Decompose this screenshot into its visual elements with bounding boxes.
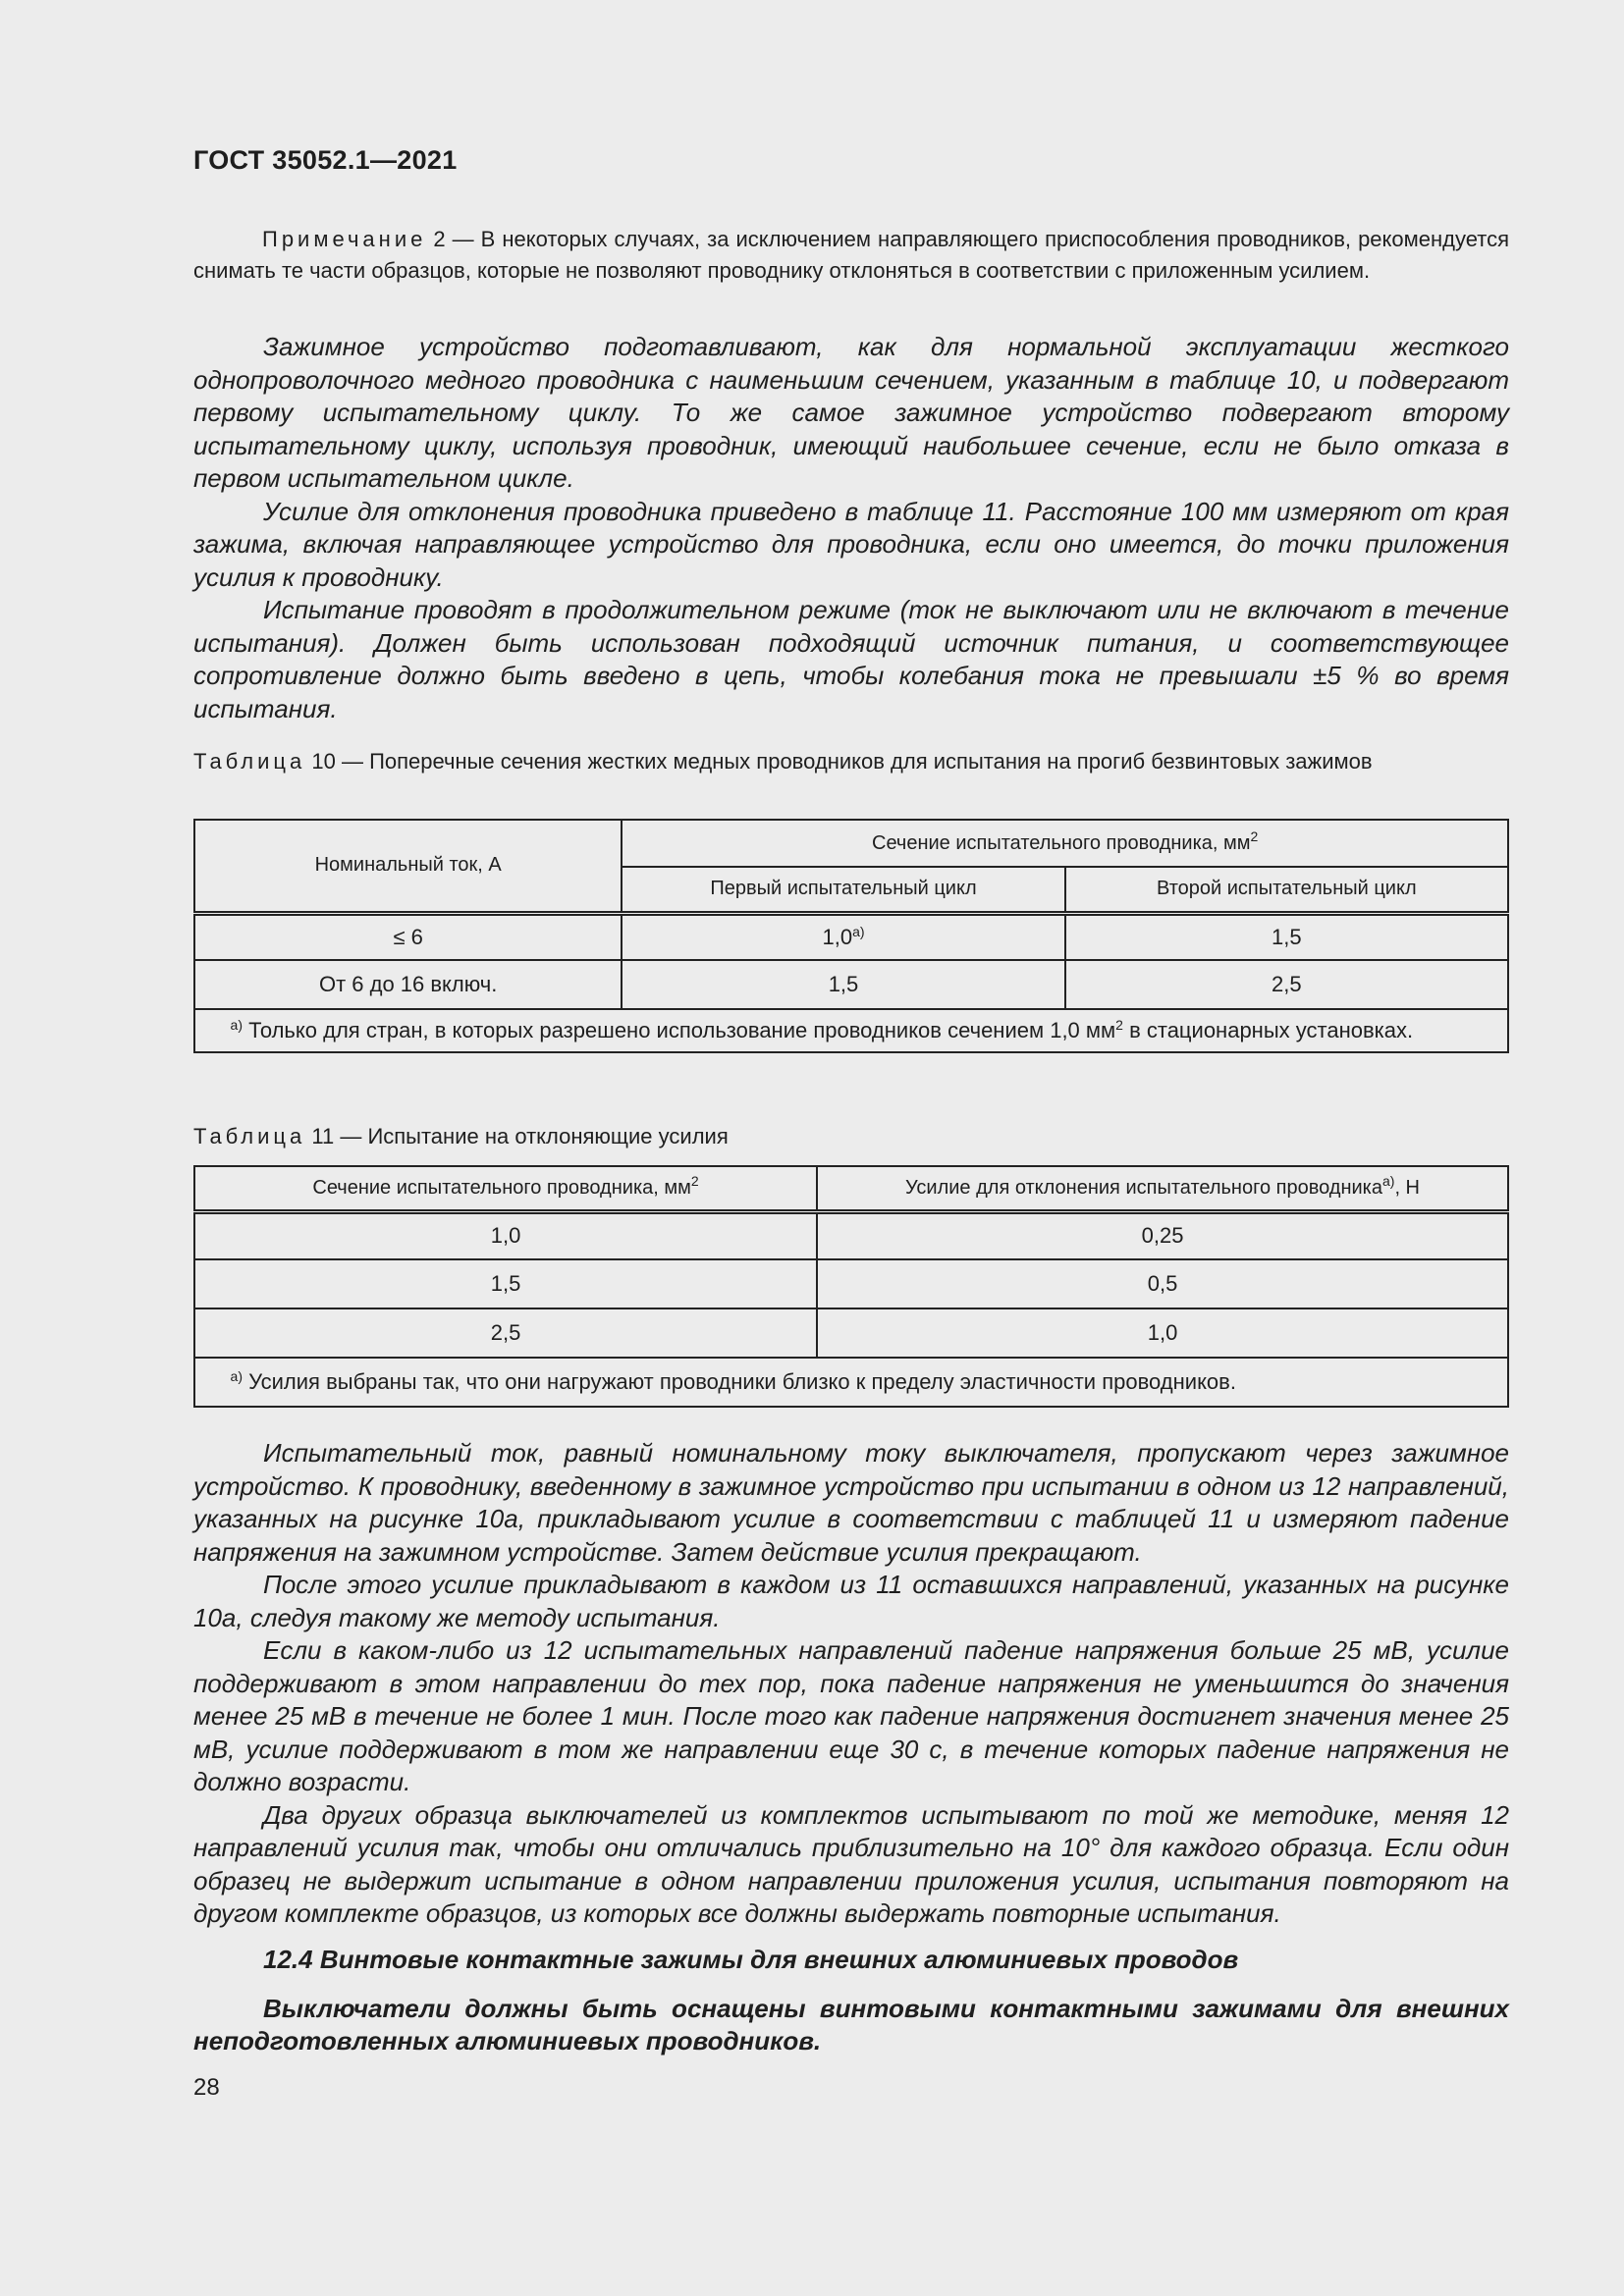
body-text-bottom [193, 1437, 1509, 1931]
table-10 [193, 819, 1509, 1053]
table-row [194, 1308, 1508, 1358]
paragraph: Усилие для отклонения проводника приведено в таблице 11. Расстояние 100 мм измеряют от края зажима, включая направляющее устройство для проводника, если оно имеется, до точки приложения усилия к проводнику. [193, 496, 1509, 592]
table10-cell-second: 2,5 [1065, 960, 1508, 1009]
paragraph: Испытательный ток, равный номинальному току выключателя, пропускают через зажимное устройство. К проводнику, введенному в зажимное устройство при испытании в одном из 12 направлений, указанных на рисунке 10а, прикладывают усилие в соответствии с таблицей 11 и измеряют падение напряжения на зажимном устройстве. Затем действие усилия прекращают. [193, 1438, 1509, 1567]
table11-header-section: Сечение испытательного проводника, $мм^2$ [194, 1166, 817, 1211]
table11-caption-text: 11 — Испытание на отклоняющие усилия [305, 1124, 729, 1148]
table11-cell-section: 2,5 [194, 1308, 817, 1358]
table-row [194, 1211, 1508, 1259]
table11-footnote: $^{a)}$ Усилия выбраны так, что они нагружают проводники близко к пределу эластичности проводников. [194, 1358, 1508, 1407]
paragraph: Два других образца выключателей из комплектов испытывают по той же методике, меняя 12 направлений усилия так, чтобы они отличались приблизительно на 10° для каждого образца. Если один образец не выдержит испытание в одном направлении приложения усилия, испытания повторяют на другом комплекте образцов, из которых все должны выдержать повторные испытания. [193, 1799, 1509, 1928]
table10-header-section: Сечение испытательного проводника, $мм^2$ [622, 820, 1508, 867]
table11-cell-force: 0,5 [817, 1259, 1508, 1308]
table10-caption-text: 10 — Поперечные сечения жестких медных проводников для испытания на прогиб безвинтовых зажимов [305, 749, 1373, 774]
table10-cell-first: 1,0$^{a)}$ [622, 913, 1064, 960]
table10-cell-first: 1,5 [622, 960, 1064, 1009]
table10-footnote: $^{a)}$ Только для стран, в которых разрешено использование проводников сечением 1,0 $мм^2$ в стационарных установках. [194, 1009, 1508, 1052]
table-row [194, 913, 1508, 960]
table11-cell-section: 1,0 [194, 1211, 817, 1259]
paragraph: После этого усилие прикладывают в каждом из 11 оставшихся направлений, указанных на рисунке 10а, следуя такому же методу испытания. [193, 1570, 1509, 1632]
note-label: Примечание [262, 227, 427, 251]
table10-footnote-row [194, 1009, 1508, 1052]
table10-header-current: Номинальный ток, А [194, 820, 622, 913]
table11-caption [193, 1122, 1509, 1151]
table11-header-force: Усилие для отклонения испытательного проводника$^{a)}$, Н [817, 1166, 1508, 1211]
paragraph: Если в каком-либо из 12 испытательных направлений падение напряжения больше 25 мВ, усилие поддерживают в этом направлении до тех пор, пока падение напряжения не уменьшится до значения менее 25 мВ в течение не более 1 мин. После того как падение напряжения достигнет значения менее 25 мВ, усилие поддерживают в том же направлении еще 30 с, в течение которых падение напряжения не должно возрасти. [193, 1635, 1509, 1796]
paragraph: Зажимное устройство подготавливают, как для нормальной эксплуатации жесткого однопроволочного медного проводника с наименьшим сечением, указанным в таблице 10, и подвергают первому испытательному циклу. То же самое зажимное устройство подвергают второму испытательному циклу, используя проводник, имеющий наибольшее сечение, если не было отказа в первом испытательном цикле. [193, 332, 1509, 493]
table11-cell-force: 1,0 [817, 1308, 1508, 1358]
section-requirement-text: Выключатели должны быть оснащены винтовыми контактными зажимами для внешних неподготовленных алюминиевых проводников. [193, 1994, 1509, 2056]
page-number: 28 [193, 2074, 220, 2101]
table-row [194, 1259, 1508, 1308]
note-paragraph [193, 224, 1509, 287]
table10-cell-second: 1,5 [1065, 913, 1508, 960]
paragraph: Испытание проводят в продолжительном режиме (ток не выключают или не включают в течение испытания). Должен быть использован подходящий источник питания, и соответствующее сопротивление должно быть введено в цепь, чтобы колебания тока не превышали ±5 % во время испытания. [193, 595, 1509, 723]
table10-header-first-cycle: Первый испытательный цикл [622, 867, 1064, 913]
table11-label: Таблица [193, 1124, 306, 1148]
table10-cell-current: ≤ 6 [194, 913, 622, 960]
table11-cell-section: 1,5 [194, 1259, 817, 1308]
table11-cell-force: 0,25 [817, 1211, 1508, 1259]
document-id-header: ГОСТ 35052.1—2021 [193, 145, 458, 175]
table10-caption [193, 747, 1509, 776]
note-text: 2 — В некоторых случаях, за исключением направляющего приспособления проводников, рекомендуется снимать те части образцов, которые не позволяют проводнику отклоняться в соответствии с приложенным усилием. [193, 227, 1509, 283]
table-row [194, 960, 1508, 1009]
section-heading: 12.4 Винтовые контактные зажимы для внешних алюминиевых проводов [263, 1945, 1239, 1974]
body-text-top [193, 331, 1509, 725]
table11-footnote-row [194, 1358, 1508, 1407]
table10-label: Таблица [193, 749, 306, 774]
table10-cell-current: От 6 до 16 включ. [194, 960, 622, 1009]
table10-header-second-cycle: Второй испытательный цикл [1065, 867, 1508, 913]
table-11 [193, 1165, 1509, 1408]
